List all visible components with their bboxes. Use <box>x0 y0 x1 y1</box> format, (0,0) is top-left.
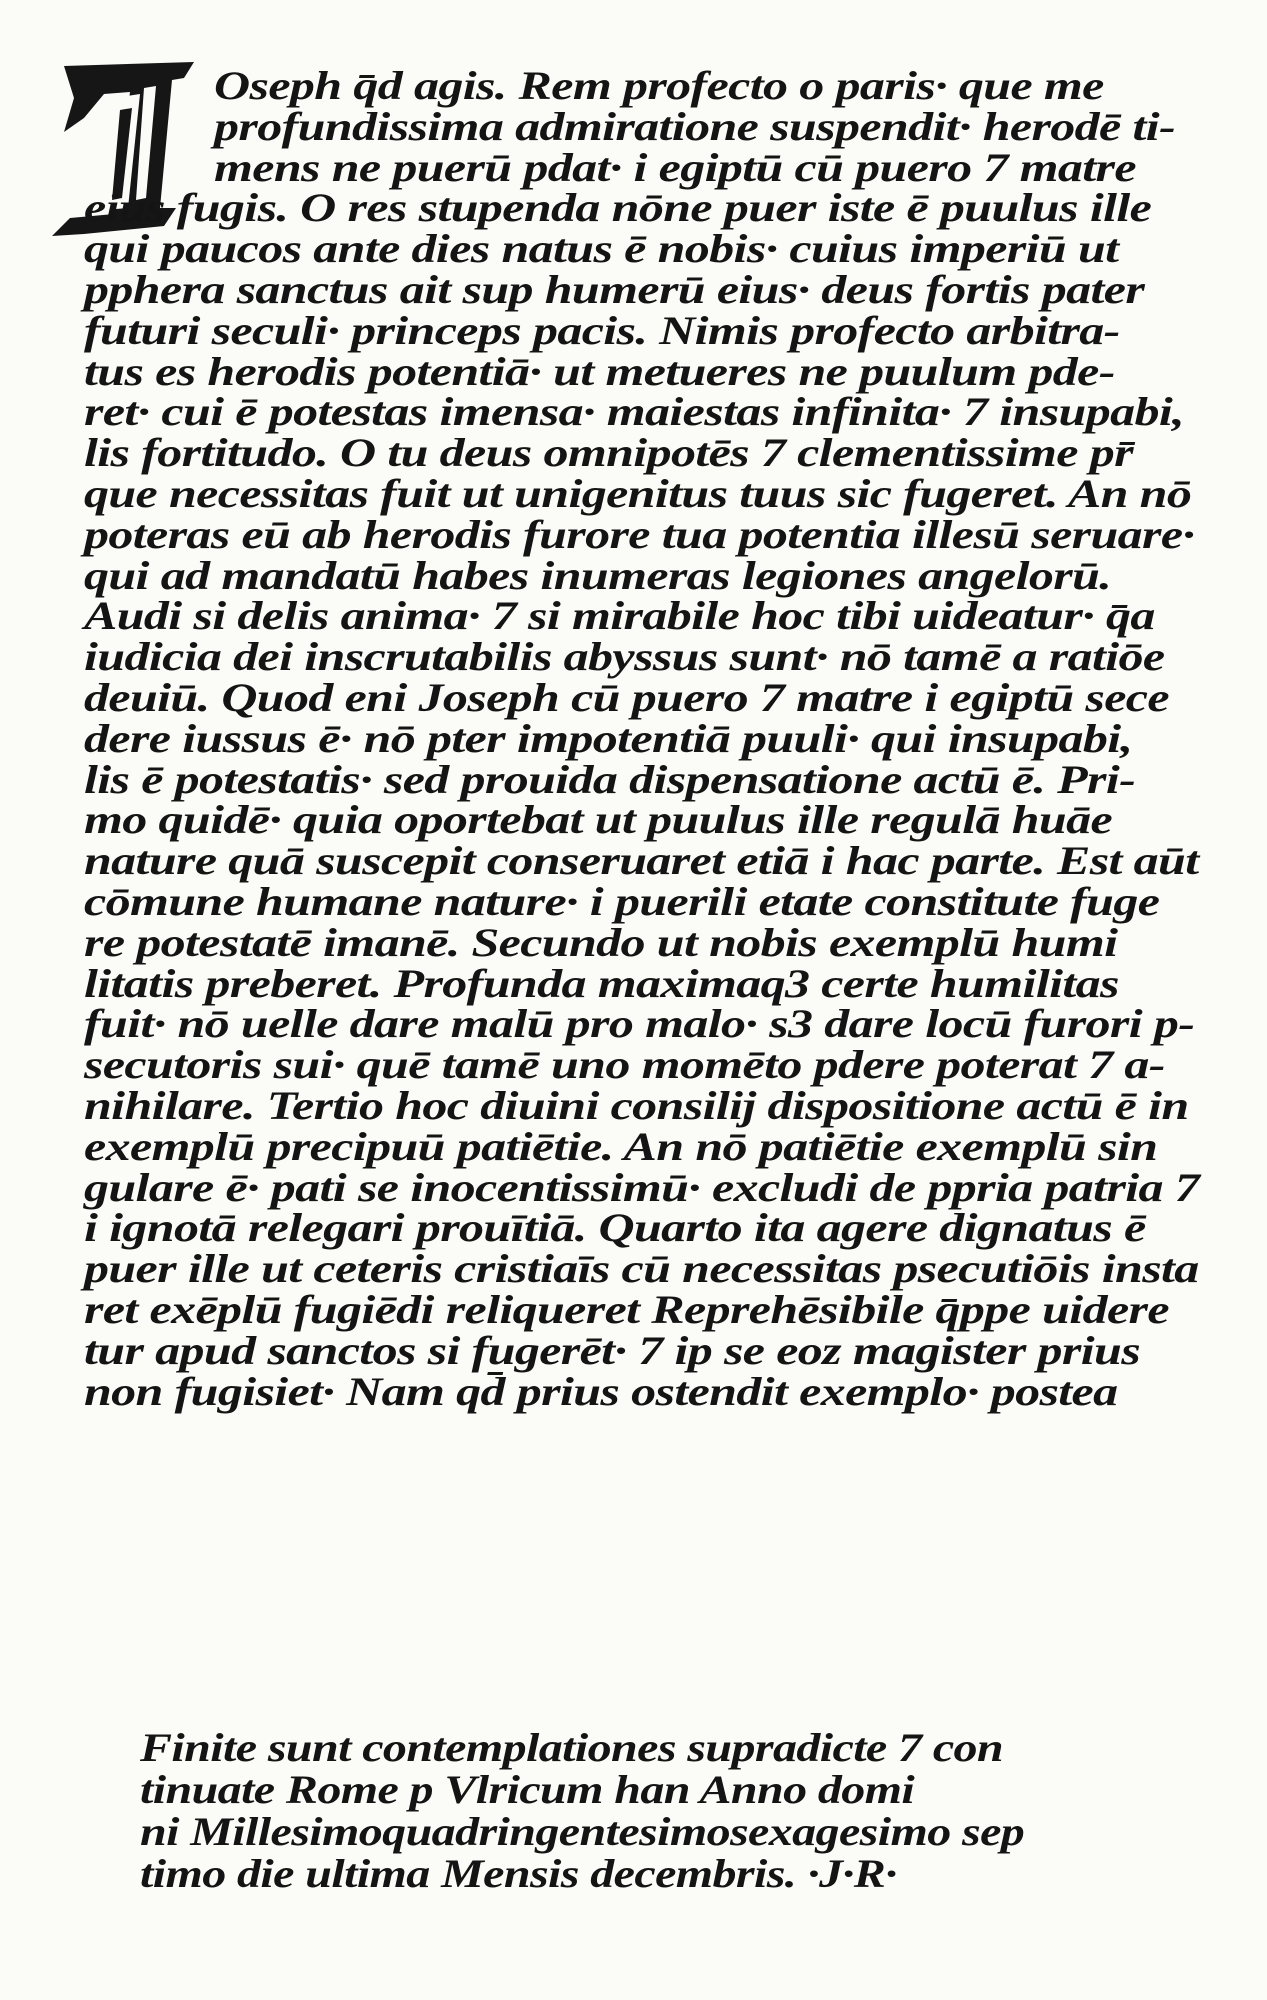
text-line: litatis preberet. Profunda maximaq3 certe humilitas <box>84 960 1119 1006</box>
text-line: non fugisiet· Nam qd̄ prius ostendit exemplo· postea <box>84 1368 1118 1414</box>
text-line: que necessitas fuit ut unigenitus tuus sic fugeret. An nō <box>84 471 1192 516</box>
text-line: lis fortitudo. O tu deus omnipotēs 7 clementissime pr̄ <box>84 430 1133 476</box>
text-line: cōmune humane nature· i puerili etate constitute fuge <box>84 879 1160 924</box>
text-line: qui paucos ante dies natus ē nobis· cuius imperiū ut <box>84 226 1119 272</box>
text-line: gulare ē· pati se inocentissimū· excludi de ppria patria 7 <box>84 1164 1200 1210</box>
text-line: lis ē potestatis· sed prouida dispensatione actū ē. Pri- <box>84 756 1136 802</box>
text-line: iudicia dei inscrutabilis abyssus sunt· nō tamē a ratiōe <box>84 634 1165 680</box>
text-line: ret· cui ē potestas imensa· maiestas infinita· 7 insupabi, <box>84 389 1184 435</box>
text-line: pphera sanctus ait sup humerū eius· deus fortis pater <box>84 267 1145 312</box>
text-line: deuiū. Quod eni Joseph cū puero 7 matre i egiptū sece <box>84 675 1169 720</box>
text-line: nature quā suscepit conseruaret etiā i hac parte. Est aūt <box>84 838 1199 884</box>
text-line: exemplū precipuū patiētie. An nō patiētie exemplū sin <box>84 1123 1158 1169</box>
text-line: profundissima admiratione suspendit· herodē ti- <box>214 103 1176 149</box>
text-line: i ignotā relegari prouītiā. Quarto ita agere dignatus ē <box>84 1205 1146 1251</box>
text-line: puer ille ut ceteris cristiaīs cū necessitas psecutiōis insta <box>84 1246 1199 1292</box>
text-line: Audi si delis anima· 7 si mirabile hoc tibi uideatur· q̄a <box>84 593 1155 639</box>
text-line: dere iussus ē· nō pter impotentiā puuli· qui insupabi, <box>84 715 1133 761</box>
text-line: secutoris sui· quē tamē uno momēto pdere poterat 7 a- <box>84 1042 1165 1088</box>
text-line: tur apud sanctos si fugerēt· 7 ip se eoz magister prius <box>84 1327 1141 1373</box>
colophon-line: timo die ultima Mensis decembris. ·J·R· <box>140 1851 897 1896</box>
colophon-line: Finite sunt contemplationes supradicte 7 con <box>140 1725 1004 1770</box>
text-line: Oseph q̄d agis. Rem profecto o paris· que me <box>214 63 1104 108</box>
text-line: ret exēplū fugiēdi reliqueret Reprehēsibile q̄ppe uidere <box>84 1287 1169 1332</box>
colophon-line: tinuate Rome p Vlricum han Anno domi <box>140 1767 915 1812</box>
text-line: qui ad mandatū habes inumeras legiones angelorū. <box>84 552 1112 598</box>
text-line: re potestatē imanē. Secundo ut nobis exemplū humi <box>84 919 1118 965</box>
text-line: mo quidē· quia oportebat ut puulus ille regulā huāe <box>84 797 1113 843</box>
text-line: nihilare. Tertio hoc diuini consilij dispositione actū ē in <box>84 1083 1189 1128</box>
text-line: futuri seculi· princeps pacis. Nimis profecto arbitra- <box>84 307 1120 353</box>
text-line: fuit· nō uelle dare malū pro malo· s3 dare locū furori p- <box>84 1001 1195 1047</box>
text-line: mens ne puerū pdat· i egiptū cū puero 7 matre <box>214 144 1136 190</box>
colophon-line: ni Millesimoquadringentesimosexagesimo sep <box>140 1809 1025 1854</box>
text-line: poteras eū ab herodis furore tua potentia illesū seruare· <box>84 511 1195 557</box>
text-line: eius fugis. O res stupenda nōne puer iste ē puulus ille <box>84 185 1152 231</box>
text-line: tus es herodis potentiā· ut metueres ne puulum pde- <box>84 348 1115 394</box>
